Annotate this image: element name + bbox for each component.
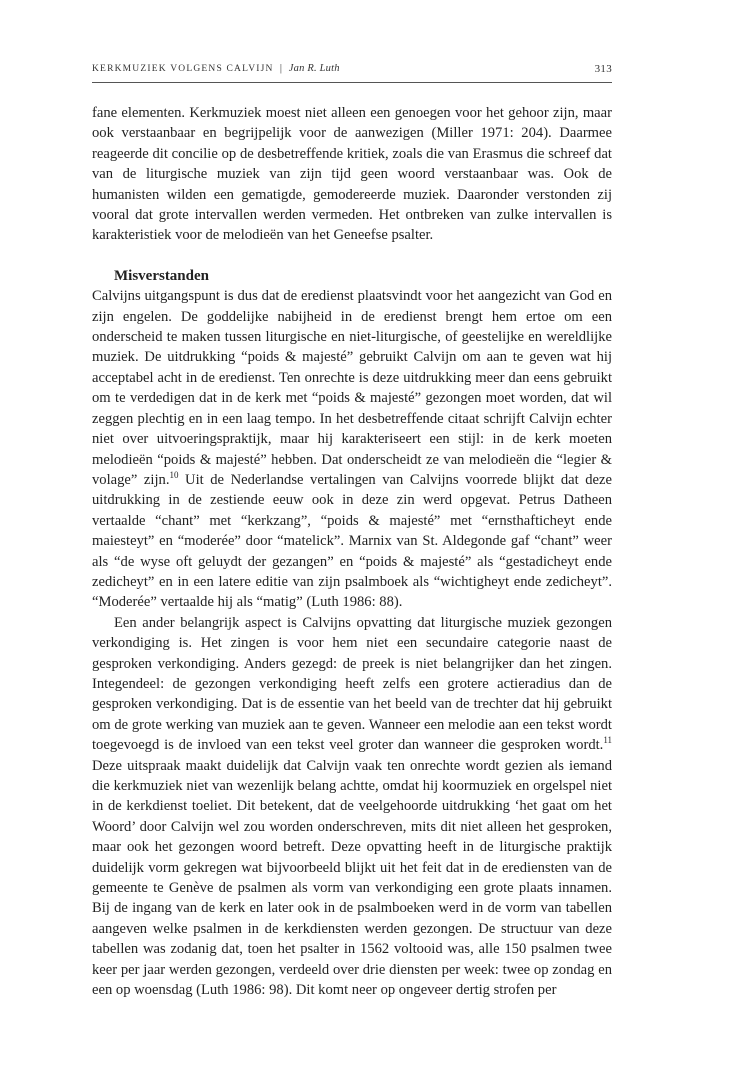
- paragraph-text: Calvijns uitgangspunt is dus dat de eredienst plaatsvindt voor het aangezicht van God en zijn engelen. De goddelijke nabijheid in de eredienst brengt hem ertoe om een onderscheid te maken tussen liturgische en niet-liturgische, of geestelijke en wereldlijke muziek. De uitdrukking “poids & majesté” gebruikt Calvijn om aan te geven wat hij acceptabel acht in de eredienst. Ten onrechte is deze uitdrukking meer dan eens gebruikt om te verdedigen dat in de kerk met “poids & majesté” gezongen moet worden, dat wil zeggen plechtig en in een laag tempo. In het desbetreffende citaat schrijft Calvijn echter niet over uitvoeringspraktijk, maar hij karakteriseert een stijl: in de kerk moeten melodieën “poids & majesté” hebben. Dat onderscheidt ze van melodieën die “legier & volage” zijn.: [92, 288, 612, 488]
- running-head: [92, 63, 612, 79]
- page-number: 313: [594, 63, 612, 75]
- section-heading: Misverstanden: [114, 267, 209, 284]
- paragraph-misverstanden: [92, 286, 612, 613]
- header-rule: [92, 82, 612, 83]
- paragraph-text: Uit de Nederlandse vertalingen van Calvijns voorrede blijkt dat deze uitdrukking in de zestiende eeuw ook in deze zin werd opgevat. Petrus Datheen vertaalde “chant” met “kerkzang”, “poids & majesté” met “ernsthafticheyt ende maiesteyt” en “moderée” door “matelick”. Marnix van St. Aldegonde gaf “chant” weer als “de wyse oft geluydt der gezangen” en “poids & majesté” als “gestadicheyt ende zedicheyt” en in een latere editie van zijn psalmboek als “wichtigheyt ende zedicheyt”. “Moderée” vertaalde hij als “matig” (Luth 1986: 88).: [92, 471, 612, 611]
- paragraph-text: Deze uitspraak maakt duidelijk dat Calvijn vaak ten onrechte wordt gezien als iemand die kerkmuziek niet van wezenlijk belang achtte, omdat hij koormuziek en orgelspel niet in de kerkdienst toeliet. Dit betekent, dat de veelgehoorde uitdrukking ‘het gaat om het Woord’ door Calvijn wel zou worden onderschreven, mits dit niet alleen het gesproken, maar ook het gezongen woord betreft. Deze opvatting heeft in de liturgische praktijk duidelijk vorm gekregen wat bijvoorbeeld blijkt uit het feit dat in de erediensten van de gemeente te Genève de psalmen als vorm van verkondiging een grote plaats innamen. Bij de ingang van de kerk en later ook in de psalmboeken werd in de vorm van tabellen aangeven welke psalmen in de kerkdiensten werden gezongen. De structuur van deze tabellen was zodanig dat, toen het psalter in 1562 voltooid was, alle 150 psalmen twee keer per jaar werden gezongen, verdeeld over drie diensten per week: twee op zondag en een op woensdag (Luth 1986: 98). Dit komt neer op ongeveer dertig strofen per: [92, 757, 612, 999]
- running-head-left: [92, 63, 340, 74]
- running-head-separator: |: [279, 63, 283, 74]
- paragraph-text: Een ander belangrijk aspect is Calvijns opvatting dat liturgische muziek gezongen verkondiging is. Het zingen is voor hem niet een secundaire categorie naast de gesproken verkondiging. Anders gezegd: de preek is niet belangrijker dan het zingen. Integendeel: de gezongen verkondiging heeft zelfs een grotere actieradius dan de gesproken verkondiging. Dat is de essentie van het beeld van de trechter dat hij gebruikt om de grote werking van muziek aan te geven. Wanneer een melodie aan een tekst wordt toegevoegd is de invloed van een tekst veel groter dan wanneer die gesproken wordt.: [92, 614, 612, 754]
- footnote-ref-10: 10: [169, 470, 179, 481]
- body-text: [92, 103, 612, 1000]
- running-head-author: Jan R. Luth: [288, 63, 340, 74]
- paragraph-gezongen-verkondiging: [92, 613, 612, 1001]
- running-head-section: KERKMUZIEK VOLGENS CALVIJN: [92, 64, 274, 74]
- paragraph-continuation: fane elementen. Kerkmuziek moest niet alleen een genoegen voor het gehoor zijn, maar ook verstaanbaar en begrijpelijk voor de aanwezigen (Miller 1971: 204). Daarmee reageerde dit concilie op de desbetreffende kritiek, zoals die van Erasmus die schreef dat van de liturgische muziek van zijn tijd geen woord verstaanbaar was. Ook de humanisten wilden een gematigde, gemodereerde muziek. Daaronder verstonden zij vooral dat grote intervallen werden vermeden. Het ontbreken van zulke intervallen is karakteristiek voor de melodieën van het Geneefse psalter.: [92, 105, 612, 244]
- footnote-ref-11: 11: [603, 735, 612, 746]
